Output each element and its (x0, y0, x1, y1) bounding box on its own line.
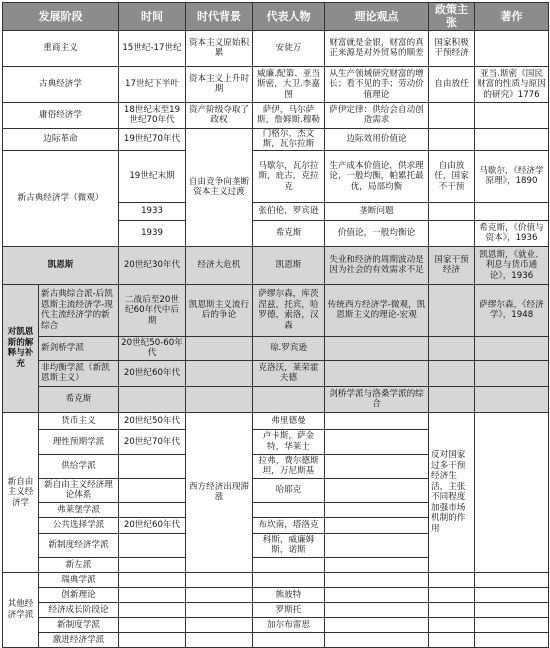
people-cell: 加尔布雷思 (253, 617, 325, 632)
school-cell: 希克斯 (39, 386, 119, 412)
policy-cell (429, 220, 475, 246)
school-cell: 瑞典学派 (39, 572, 119, 587)
stage-cell: 边际革命 (3, 128, 119, 150)
school-cell: 激进经济学派 (39, 632, 119, 647)
works-cell (475, 30, 549, 66)
policy-cell (429, 202, 475, 220)
school-cell: 货币主义 (39, 412, 119, 429)
people-cell: 马歇尔，瓦尔拉斯，庇古，克拉克 (253, 150, 325, 202)
header-works: 著作 (475, 3, 549, 31)
policy-cell: 自由放任 (429, 66, 475, 102)
theory-cell: 垄断问题 (325, 202, 429, 220)
people-cell: 哈耶克 (253, 478, 325, 502)
header-people: 代表人物 (253, 3, 325, 31)
works-cell: 亚当.斯密《国民财富的性质与原因的研究》1776 (475, 66, 549, 102)
people-cell: 门格尔，杰文斯，瓦尔拉斯 (253, 128, 325, 150)
background-cell (186, 632, 253, 647)
background-cell: 资本主义原始积累 (186, 30, 253, 66)
theory-cell (325, 572, 429, 587)
theory-cell: 萨伊定律：供给会自动创造需求 (325, 102, 429, 128)
school-cell: 供给学派 (39, 454, 119, 478)
background-cell (186, 587, 253, 602)
people-cell: 琼.罗宾逊 (253, 336, 325, 360)
time-cell: 1933 (119, 202, 186, 220)
people-cell: 科斯，威廉姆斯，诺斯 (253, 533, 325, 557)
time-cell (119, 386, 186, 412)
background-cell: 西方经济出现滞涨 (186, 412, 253, 572)
theory-cell: 传统西方经济学-微观，凯恩斯主义的理论-宏观 (325, 284, 429, 336)
policy-cell (429, 587, 475, 602)
theory-cell: 价值论，一般均衡论 (325, 220, 429, 246)
table-row (3, 587, 549, 602)
policy-cell (429, 360, 475, 386)
time-cell (119, 632, 186, 647)
school-cell: 新左派 (39, 557, 119, 572)
school-cell: 弗莱堡学派 (39, 502, 119, 517)
works-cell (475, 587, 549, 602)
background-cell (186, 617, 253, 632)
time-cell: 15世纪-17世纪 (119, 30, 186, 66)
header-background: 时代背景 (186, 3, 253, 31)
people-cell: 希克斯 (253, 220, 325, 246)
people-cell: 拉弗，费尔德斯坦，万尼斯基 (253, 454, 325, 478)
group-cell: 其他经济学派 (3, 572, 39, 647)
works-cell (475, 202, 549, 220)
theory-cell (325, 502, 429, 517)
time-cell (119, 454, 186, 478)
people-cell (253, 386, 325, 412)
theory-cell (325, 412, 429, 429)
people-cell: 卢卡斯，萨金特，华莱士 (253, 429, 325, 454)
table-row (3, 617, 549, 632)
works-cell: 希克斯，《价值与资本》，1936 (475, 220, 549, 246)
school-cell: 新制度经济学派 (39, 533, 119, 557)
works-cell (475, 632, 549, 647)
people-cell: 安徒万 (253, 30, 325, 66)
policy-cell: 国家干预经济 (429, 246, 475, 284)
policy-cell (429, 128, 475, 150)
background-cell: 自由竞争向垄断资本主义过渡 (186, 128, 253, 246)
theory-cell: 边际效用价值论 (325, 128, 429, 150)
theory-cell (325, 557, 429, 572)
table-row (3, 602, 549, 617)
background-cell: 资本主义上升时期 (186, 66, 253, 102)
time-cell (119, 602, 186, 617)
header-time: 时间 (119, 3, 186, 31)
table-row (3, 66, 549, 102)
time-cell: 19世纪70年代 (119, 128, 186, 150)
people-cell: 弗里德曼 (253, 412, 325, 429)
theory-cell: 剑桥学派与洛桑学派的综合 (325, 386, 429, 412)
works-cell (475, 102, 549, 128)
time-cell: 20世纪70年代 (119, 429, 186, 454)
works-cell: 萨缪尔森，《经济学》，1948 (475, 284, 549, 336)
people-cell: 罗斯托 (253, 602, 325, 617)
header-row (3, 3, 549, 31)
people-cell: 熊彼特 (253, 587, 325, 602)
time-cell: 17世纪下半叶 (119, 66, 186, 102)
works-cell: 凯恩斯，《就业、利息与货币通论》，1936 (475, 246, 549, 284)
works-cell (475, 128, 549, 150)
background-cell (186, 386, 253, 412)
background-cell (186, 572, 253, 587)
time-cell (119, 533, 186, 557)
school-cell: 理性预期学派 (39, 429, 119, 454)
time-cell: 20世纪60年代 (119, 360, 186, 386)
works-cell (475, 412, 549, 572)
people-cell: 布坎南，塔洛克 (253, 517, 325, 533)
people-cell: 凯恩斯 (253, 246, 325, 284)
school-cell: 新剑桥学派 (39, 336, 119, 360)
school-cell: 经济成长阶段论 (39, 602, 119, 617)
works-cell (475, 602, 549, 617)
header-theory: 理论观点 (325, 3, 429, 31)
policy-cell (429, 102, 475, 128)
theory-cell: 失业和经济的周期波动是因为社会的有效需求不足 (325, 246, 429, 284)
theory-cell (325, 587, 429, 602)
stage-cell: 凯恩斯 (3, 246, 119, 284)
time-cell (119, 502, 186, 517)
people-cell: 克洛沃，莱荣霍夫德 (253, 360, 325, 386)
background-cell: 资产阶级夺取了政权 (186, 102, 253, 128)
table-row (3, 284, 549, 336)
time-cell (119, 587, 186, 602)
group-cell: 新自由主义经济学 (3, 412, 39, 572)
stage-cell: 重商主义 (3, 30, 119, 66)
stage-cell: 古典经济学 (3, 66, 119, 102)
table-row (3, 360, 549, 386)
works-cell: 马歇尔，《经济学原理》，1890 (475, 150, 549, 202)
theory-cell (325, 360, 429, 386)
people-cell (253, 557, 325, 572)
background-cell (186, 602, 253, 617)
theory-cell: 从生产领域研究财富的增长；看不见的手；劳动价值理论 (325, 66, 429, 102)
works-cell (475, 360, 549, 386)
theory-cell (325, 429, 429, 454)
background-cell: 经济大危机 (186, 246, 253, 284)
theory-cell (325, 478, 429, 502)
theory-cell: 生产成本价值论，供求理论，一般均衡，帕累托最优，局部均衡 (325, 150, 429, 202)
policy-cell (429, 572, 475, 587)
stage-cell: 新古典经济学（微观） (3, 150, 119, 246)
policy-cell (429, 386, 475, 412)
works-cell (475, 336, 549, 360)
time-cell: 19世纪末期 (119, 150, 186, 202)
school-cell: 公共选择学派 (39, 517, 119, 533)
background-cell: 凯恩斯主义流行后的争论 (186, 284, 253, 336)
time-cell (119, 617, 186, 632)
policy-cell (429, 602, 475, 617)
school-cell: 新自由主义经济理论体系 (39, 478, 119, 502)
policy-cell: 自由放任，国家不干预 (429, 150, 475, 202)
people-cell (253, 632, 325, 647)
economics-schools-table (2, 2, 549, 648)
time-cell: 二战后至20世纪60年代中后期 (119, 284, 186, 336)
theory-cell (325, 517, 429, 533)
school-cell: 创新理论 (39, 587, 119, 602)
time-cell (119, 572, 186, 587)
school-cell: 新古典综合派-后凯恩斯主流经济学-现代主流经济学的新综合 (39, 284, 119, 336)
school-cell: 非均衡学派（新凯恩斯主义） (39, 360, 119, 386)
theory-cell (325, 336, 429, 360)
works-cell (475, 572, 549, 587)
time-cell: 18世纪末至19世纪70年代 (119, 102, 186, 128)
policy-cell: 反对国家过多干预经济生活，主张不同程度加强市场机制的作用 (429, 412, 475, 572)
time-cell (119, 557, 186, 572)
group-cell: 对凯恩斯的解释与补充 (3, 284, 39, 412)
table-row (3, 336, 549, 360)
table-row (3, 102, 549, 128)
table-row (3, 128, 549, 150)
table-row (3, 632, 549, 647)
table-row (3, 246, 549, 284)
policy-cell (429, 336, 475, 360)
time-cell: 20世纪50年代 (119, 412, 186, 429)
time-cell: 20世纪60年代 (119, 517, 186, 533)
theory-cell (325, 533, 429, 557)
time-cell: 20世纪30年代 (119, 246, 186, 284)
table-row (3, 30, 549, 66)
theory-cell (325, 632, 429, 647)
policy-cell: 国家积极干预经济 (429, 30, 475, 66)
people-cell: 萨伊，马尔萨斯，詹姆斯.穆勒 (253, 102, 325, 128)
time-cell: 1939 (119, 220, 186, 246)
people-cell (253, 572, 325, 587)
background-cell (186, 360, 253, 386)
people-cell (253, 502, 325, 517)
table-row (3, 572, 549, 587)
school-cell: 新制度学派 (39, 617, 119, 632)
table-row (3, 150, 549, 202)
theory-cell (325, 454, 429, 478)
works-cell (475, 617, 549, 632)
policy-cell (429, 632, 475, 647)
people-cell: 张伯伦，罗宾逊 (253, 202, 325, 220)
table-row (3, 386, 549, 412)
time-cell: 20世纪50-60年代 (119, 336, 186, 360)
policy-cell (429, 617, 475, 632)
background-cell (186, 336, 253, 360)
table-row (3, 412, 549, 429)
people-cell: 威廉.配第、亚当斯密，大卫.李嘉图 (253, 66, 325, 102)
header-policy: 政策主张 (429, 3, 475, 31)
stage-cell: 庸俗经济学 (3, 102, 119, 128)
theory-cell: 财富就是金银，财富的真正来源是对外贸易的顺差 (325, 30, 429, 66)
time-cell (119, 478, 186, 502)
theory-cell (325, 602, 429, 617)
people-cell: 萨缪尔森，库茨涅兹，托宾，哈罗德，索洛，汉森 (253, 284, 325, 336)
header-stage: 发展阶段 (3, 3, 119, 31)
theory-cell (325, 617, 429, 632)
works-cell (475, 386, 549, 412)
policy-cell (429, 284, 475, 336)
